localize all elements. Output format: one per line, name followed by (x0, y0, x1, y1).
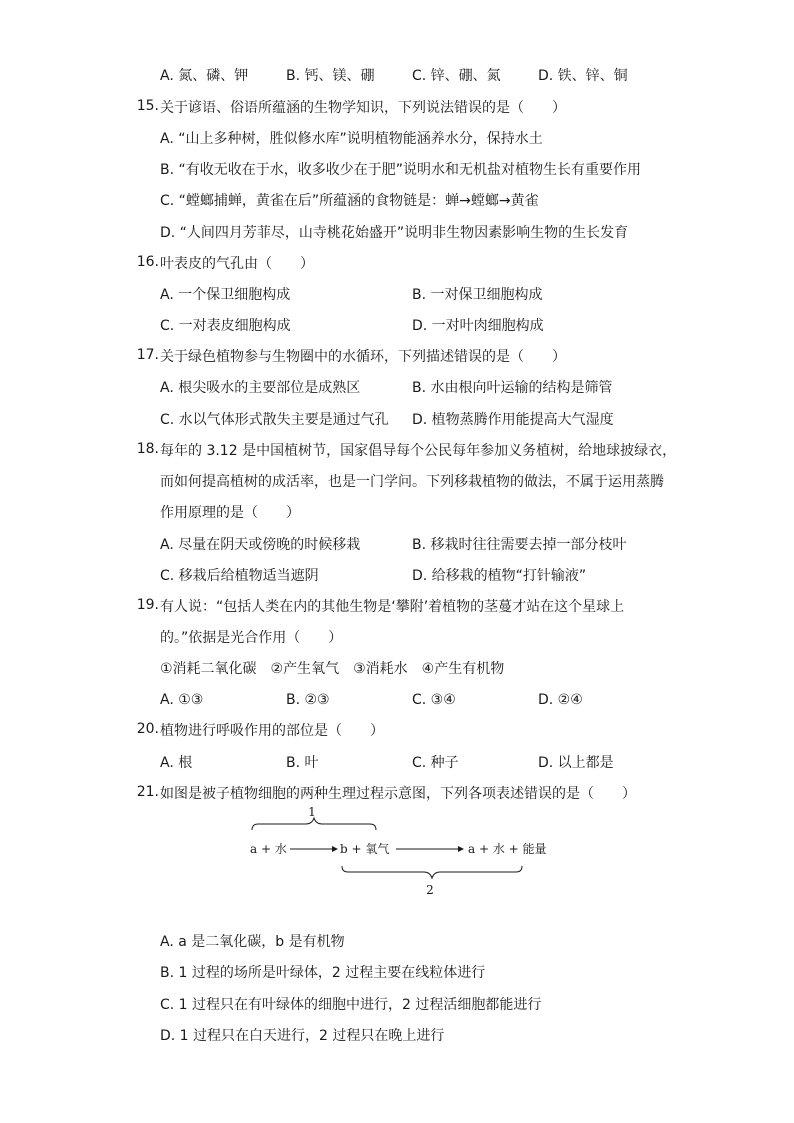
process-1-label: 1 (308, 806, 316, 819)
q20-option-c[interactable]: C. 种子 (412, 755, 459, 771)
question-stem-line-1: 每年的 3.12 是中国植树节，国家倡导每个公民每年参加义务植树，给地球披绿衣， (160, 443, 677, 459)
q21-option-a[interactable]: A. a 是二氧化碳，b 是有机物 (160, 934, 345, 950)
q15-option-c[interactable]: C. “螳螂捕蝉，黄雀在后”所蕴涵的食物链是：蝉→螳螂→黄雀 (160, 193, 539, 209)
q19-option-a[interactable]: A. ①③ (160, 692, 204, 708)
q17-option-b[interactable]: B. 水由根向叶运输的结构是筛管 (412, 380, 613, 396)
reactants-left: a + 水 (250, 842, 287, 856)
question-number: 17. (136, 347, 159, 363)
question-stem: 植物进行呼吸作用的部位是（ ） (160, 723, 384, 739)
q17-option-d[interactable]: D. 植物蒸腾作用能提高大气湿度 (412, 412, 614, 428)
q18-option-b[interactable]: B. 移栽时往往需要去掉一部分枝叶 (412, 537, 627, 553)
question-stem: 关于谚语、俗语所蕴涵的生物学知识，下列说法错误的是（ ） (160, 100, 566, 116)
q18-option-a[interactable]: A. 尽量在阴天或傍晚的时候移栽 (160, 537, 361, 553)
question-number: 16. (136, 254, 159, 270)
question-number: 19. (136, 597, 159, 613)
question-number: 20. (136, 721, 159, 737)
q14-option-b[interactable]: B. 钙、镁、硼 (286, 68, 375, 84)
process-diagram (248, 806, 548, 902)
question-stem-line-2: 而如何提高植树的成活率，也是一门学问。下列移栽植物的做法，不属于运用蒸腾 (160, 474, 664, 490)
question-number: 18. (136, 441, 159, 457)
process-2-label: 2 (426, 883, 434, 897)
q17-option-c[interactable]: C. 水以气体形式散失主要是通过气孔 (160, 412, 389, 428)
question-sub-items: ①消耗二氧化碳 ②产生氧气 ③消耗水 ④产生有机物 (160, 661, 505, 677)
q20-option-b[interactable]: B. 叶 (286, 755, 319, 771)
q16-option-b[interactable]: B. 一对保卫细胞构成 (412, 287, 543, 303)
question-stem: 叶表皮的气孔由（ ） (160, 256, 314, 272)
q14-option-a[interactable]: A. 氮、磷、钾 (160, 68, 249, 84)
q21-option-c[interactable]: C. 1 过程只在有叶绿体的细胞中进行，2 过程活细胞都能进行 (160, 997, 542, 1013)
products-right: a + 水 + 能量 (468, 842, 547, 856)
question-stem-line-2: 的。”依据是光合作用（ ） (160, 630, 343, 646)
arrow-1-head (332, 846, 338, 852)
q15-option-b[interactable]: B. “有收无收在于水，收多收少在于肥”说明水和无机盐对植物生长有重要作用 (160, 162, 642, 178)
q18-option-c[interactable]: C. 移栽后给植物适当遮阴 (160, 568, 319, 584)
question-number: 21. (136, 784, 159, 800)
q19-option-b[interactable]: B. ②③ (286, 692, 330, 708)
question-stem: 如图是被子植物细胞的两种生理过程示意图，下列各项表述错误的是（ ） (160, 786, 636, 802)
q14-option-c[interactable]: C. 锌、硼、氮 (412, 68, 501, 84)
q15-option-a[interactable]: A. “山上多种树，胜似修水库”说明植物能涵养水分，保持水土 (160, 131, 543, 147)
q16-option-a[interactable]: A. 一个保卫细胞构成 (160, 287, 291, 303)
process-2-brace (342, 866, 522, 878)
q14-option-d[interactable]: D. 铁、锌、铜 (538, 68, 628, 84)
process-1-brace (252, 818, 376, 830)
q21-option-d[interactable]: D. 1 过程只在白天进行，2 过程只在晚上进行 (160, 1028, 445, 1044)
question-stem-line-1: 有人说：“包括人类在内的其他生物是‘攀附’着植物的茎蔓才站在这个星球上 (160, 599, 625, 615)
question-number: 15. (136, 98, 159, 114)
q19-option-c[interactable]: C. ③④ (412, 692, 456, 708)
arrow-2-head (458, 846, 464, 852)
q16-option-c[interactable]: C. 一对表皮细胞构成 (160, 318, 291, 334)
q16-option-d[interactable]: D. 一对叶肉细胞构成 (412, 318, 544, 334)
q15-option-d[interactable]: D. “人间四月芳菲尽，山寺桃花始盛开”说明非生物因素影响生物的生长发育 (160, 225, 629, 241)
q21-option-b[interactable]: B. 1 过程的场所是叶绿体，2 过程主要在线粒体进行 (160, 965, 486, 981)
q20-option-a[interactable]: A. 根 (160, 755, 193, 771)
question-stem: 关于绿色植物参与生物圈中的水循环，下列描述错误的是（ ） (160, 349, 566, 365)
q19-option-d[interactable]: D. ②④ (538, 692, 583, 708)
q17-option-a[interactable]: A. 根尖吸水的主要部位是成熟区 (160, 380, 361, 396)
q20-option-d[interactable]: D. 以上都是 (538, 755, 614, 771)
q18-option-d[interactable]: D. 给移栽的植物“打针输液” (412, 568, 587, 584)
question-stem-line-3: 作用原理的是（ ） (160, 505, 300, 521)
products-middle: b + 氧气 (340, 842, 390, 856)
